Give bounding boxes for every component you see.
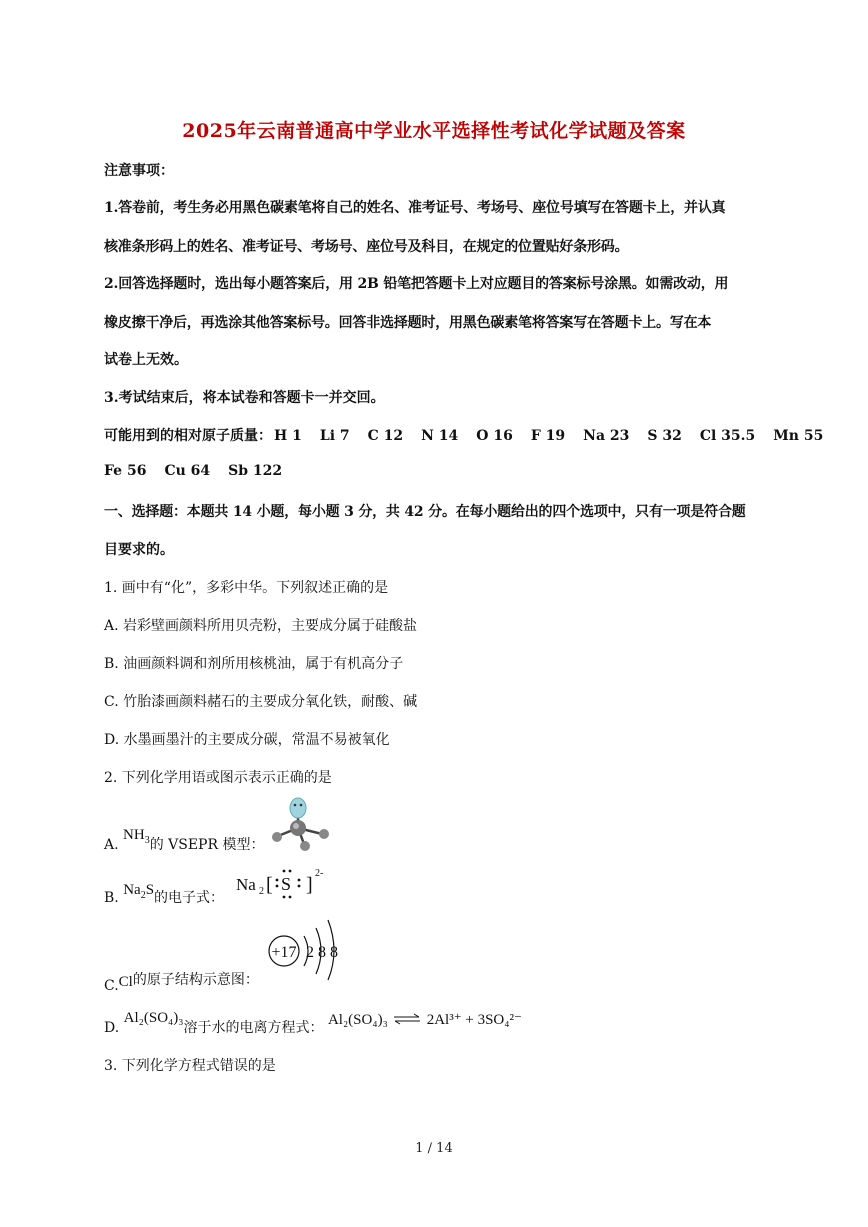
reversible-arrow-icon <box>392 1013 422 1025</box>
mass-item: Cl 35.5 <box>699 428 756 444</box>
al2so43-formula: Al₂(SO₄)₃ <box>123 1010 184 1026</box>
notice-item-3: 3.考试结束后，将本试卷和答题卡一并交回。 <box>104 390 385 406</box>
notice-item-2-line-1: 2.回答选择题时，选出每小题答案后，用 2B 铅笔把答题卡上对应题目的答案标号涂黑。如需改动，用 <box>104 276 729 292</box>
atomic-masses-label: 可能用到的相对原子质量： <box>104 428 272 444</box>
q3-stem: 3. 下列化学方程式错误的是 <box>104 1058 276 1074</box>
formula-text: S <box>145 882 155 898</box>
page-title: 2025年云南普通高中学业水平选择性考试化学试题及答案 <box>182 120 686 142</box>
formula-subscript: 3 <box>144 835 150 846</box>
option-text: 的原子结构示意图： <box>132 972 259 988</box>
mass-item: F 19 <box>530 428 566 444</box>
notice-item-1-line-1: 1.答卷前，考生务必用黑色碳素笔将自己的姓名、准考证号、考场号、座位号填写在答题卡上，并认真 <box>104 200 726 216</box>
option-text: 的 VSEPR 模型： <box>149 837 265 853</box>
na-subscript: 2 <box>259 886 264 897</box>
option-text: 的电子式： <box>154 890 225 906</box>
mass-item: O 16 <box>476 428 513 444</box>
page-number: 1 / 14 <box>415 1141 453 1156</box>
option-text: 溶于水的电离方程式： <box>183 1020 324 1036</box>
section-1-line-1: 一、选择题：本题共 14 小题，每小题 3 分，共 42 分。在每小题给出的四个选项中，只有一项是符合题 <box>104 504 746 520</box>
atomic-masses-line-2 <box>104 463 769 479</box>
left-bracket: [ <box>266 874 273 896</box>
mass-item: Sb 122 <box>228 463 283 479</box>
q2-stem: 2. 下列化学用语或图示表示正确的是 <box>104 770 332 786</box>
equation-left: Al₂(SO₄)₃ <box>327 1012 388 1028</box>
mass-item: C 12 <box>367 428 404 444</box>
q2-option-c <box>104 972 769 995</box>
mass-item: S 32 <box>647 428 682 444</box>
notice-item-1-line-2: 核准条形码上的姓名、准考证号、考场号、座位号及科目，在规定的位置贴好条形码。 <box>104 239 629 255</box>
q1-option-d: D. 水墨画墨汁的主要成分碳，常温不易被氧化 <box>104 732 390 748</box>
nucleus-charge: +17 <box>271 944 297 961</box>
nh3-formula <box>123 827 150 846</box>
notice-item-2-line-2: 橡皮擦干净后，再选涂其他答案标号。回答非选择题时，用黑色碳素笔将答案写在答题卡上。写在本 <box>104 315 712 331</box>
q1-option-c: C. 竹胎漆画颜料赭石的主要成分氧化铁，耐酸、碱 <box>104 694 418 710</box>
q2-option-d <box>104 1010 769 1037</box>
equation-right: 2Al³⁺ + 3SO₄²⁻ <box>426 1012 522 1028</box>
section-1-line-2: 目要求的。 <box>104 542 174 558</box>
q2-option-a <box>104 827 769 856</box>
mass-item: H 1 <box>274 428 302 444</box>
q1-stem: 1. 画中有“化”，多彩中华。下列叙述正确的是 <box>104 580 389 596</box>
mass-item: Cu 64 <box>164 463 211 479</box>
mass-item: Fe 56 <box>104 463 147 479</box>
mass-item: N 14 <box>421 428 459 444</box>
mass-item: Na 23 <box>583 428 630 444</box>
atomic-masses-line-1 <box>104 425 824 445</box>
option-letter: C. <box>104 978 119 994</box>
formula-text: Na <box>123 882 141 898</box>
right-bracket: ] <box>306 874 313 896</box>
mass-item: Mn 55 <box>773 428 824 444</box>
na-symbol: Na <box>236 875 256 894</box>
shell-electrons: 2 8 8 <box>306 944 338 961</box>
na2s-electron-formula <box>236 864 336 904</box>
formula-text: NH <box>123 827 145 843</box>
charge-label: 2- <box>315 868 324 879</box>
notice-heading: 注意事项： <box>104 163 174 179</box>
mass-item: Li 7 <box>319 428 350 444</box>
option-letter: D. <box>104 1020 120 1036</box>
q2-option-b <box>104 882 769 909</box>
option-letter: A. <box>104 837 119 853</box>
cl-atomic-structure-diagram <box>266 916 356 980</box>
s-symbol: S <box>281 874 292 894</box>
cl-formula: Cl <box>118 974 133 990</box>
q1-option-a: A. 岩彩壁画颜料所用贝壳粉，主要成分属于硅酸盐 <box>104 618 418 634</box>
notice-item-2-line-3: 试卷上无效。 <box>104 352 188 368</box>
formula-subscript: 2 <box>140 890 146 901</box>
option-letter: B. <box>104 890 119 906</box>
q1-option-b: B. 油画颜料调和剂所用核桃油，属于有机高分子 <box>104 656 404 672</box>
na2s-formula <box>123 882 155 901</box>
nh3-vsepr-model-icon <box>268 796 338 856</box>
